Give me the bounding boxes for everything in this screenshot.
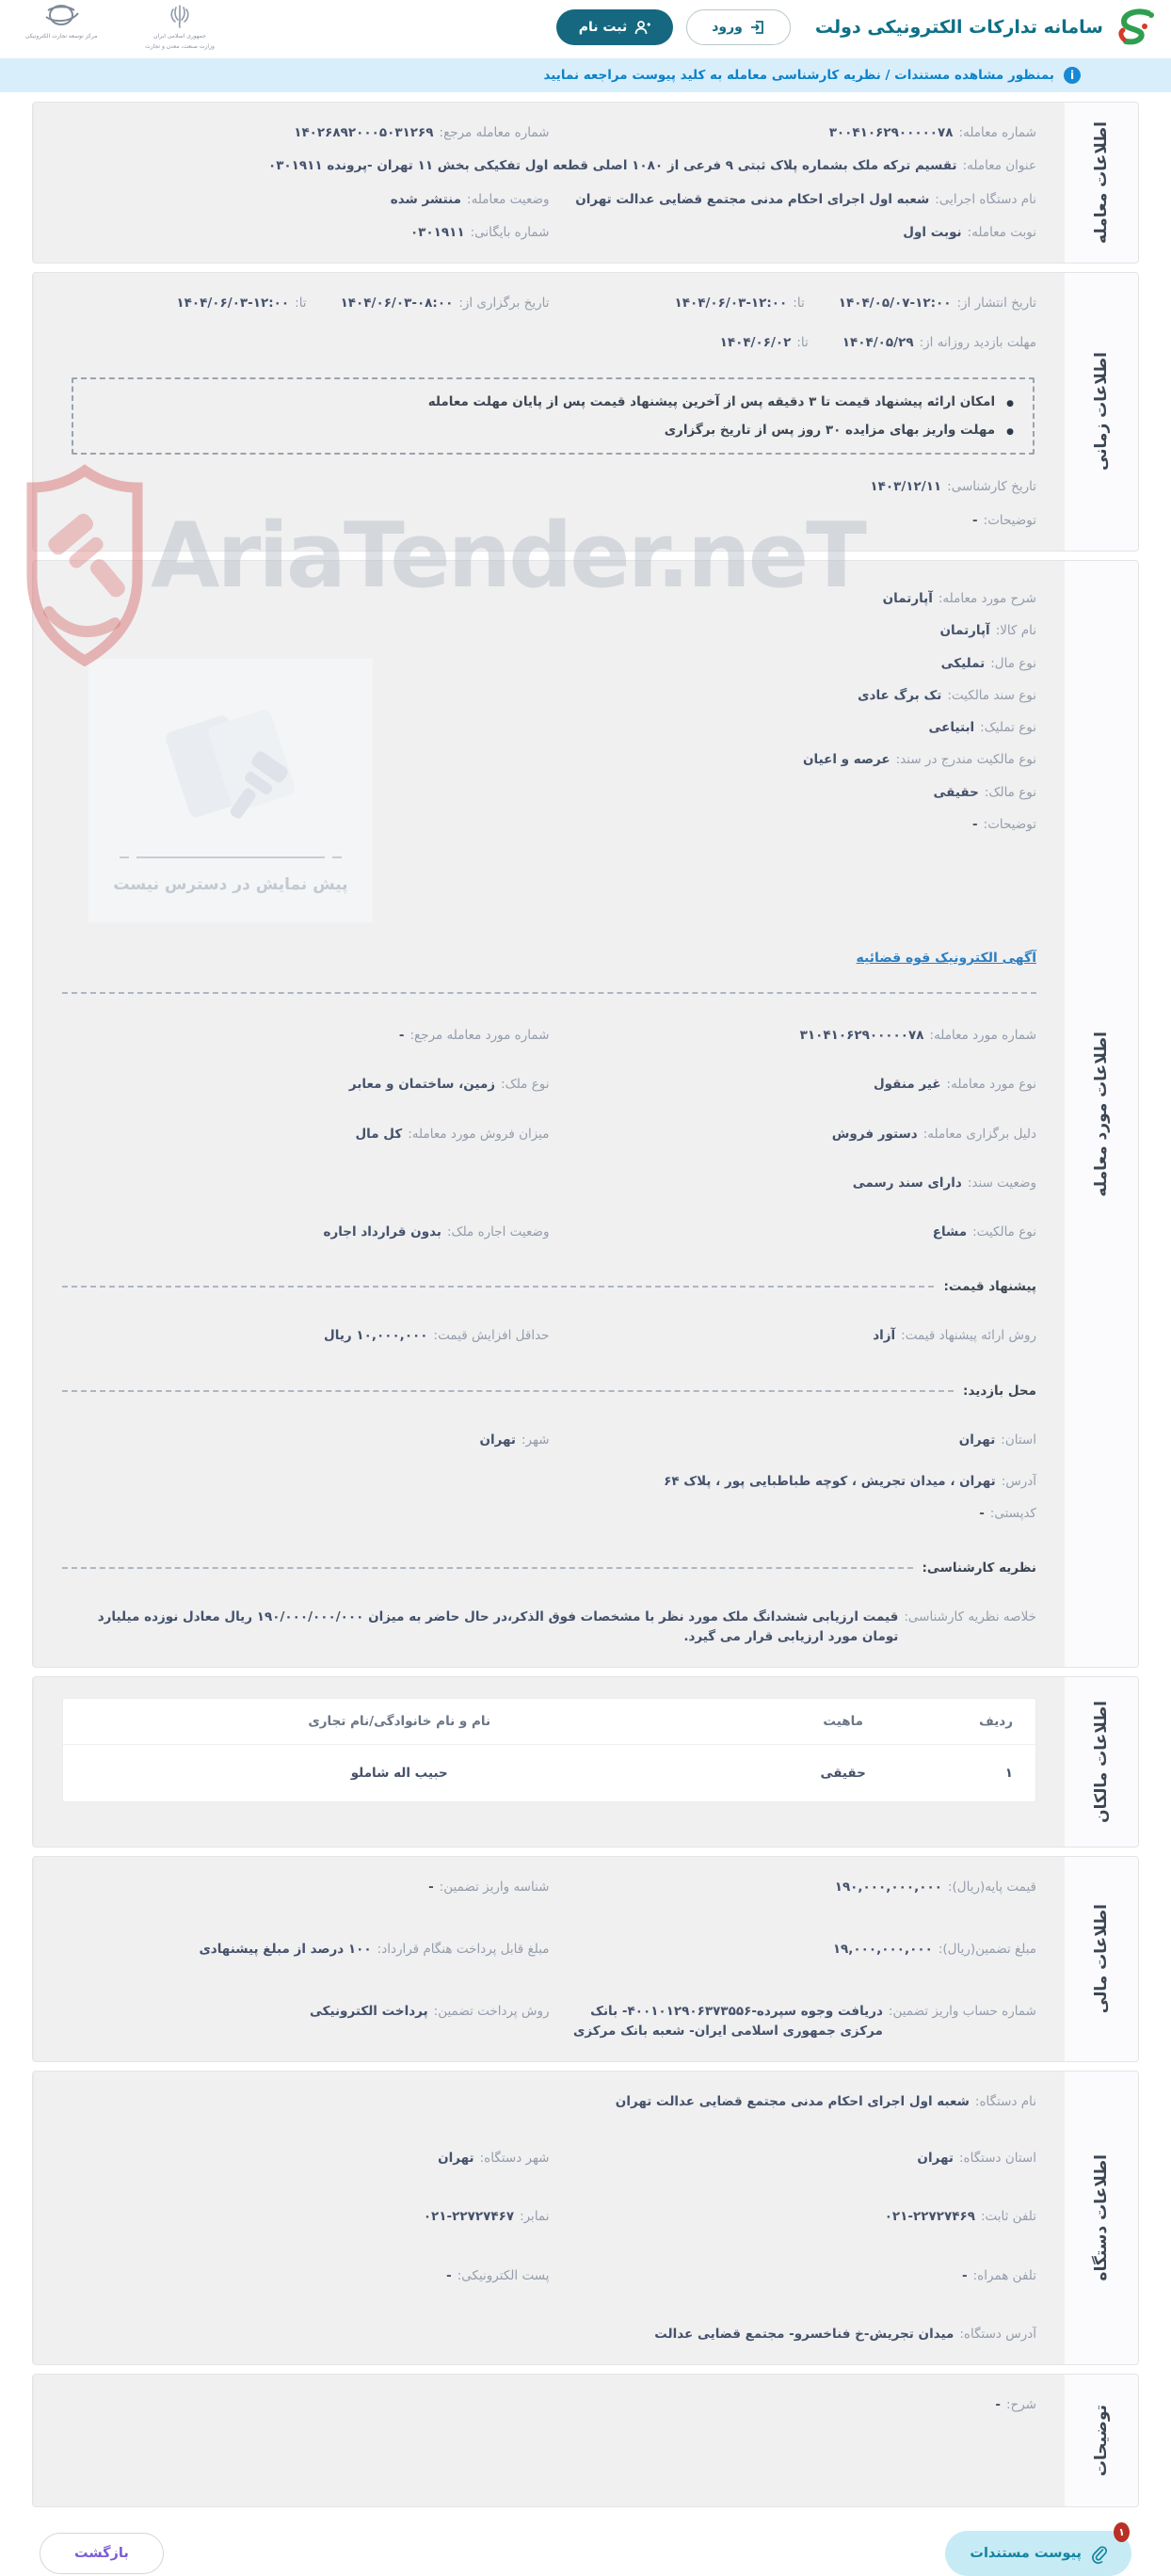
setad-logo-icon <box>1113 8 1156 47</box>
field-expertise-date: تاریخ کارشناسی: ۱۴۰۳/۱۲/۱۱ <box>870 478 1036 494</box>
field-item-ref-number: شماره مورد معامله مرجع: - <box>398 1028 550 1043</box>
field-visit-range: مهلت بازدید روزانه از: ۱۴۰۴/۰۵/۲۹ تا: ۱۴۰۴/۰۶/۰۲ <box>719 335 1036 351</box>
image-preview-placeholder <box>88 659 373 922</box>
field-item-notes: توضیحات: - <box>972 816 1036 832</box>
field-agency-province: استان دستگاه: تهران <box>917 2151 1036 2166</box>
login-label: ورود <box>712 20 743 35</box>
owner-name: حبیب اله شاملو <box>63 1744 735 1801</box>
attachments-count-badge: ۱ <box>1114 2522 1130 2542</box>
owners-header-row <box>63 1699 1035 1745</box>
field-rent-status: وضعیت اجاره ملک: بدون قرارداد اجاره <box>323 1224 550 1240</box>
owner-row-number: ۱ <box>951 1744 1035 1801</box>
field-item-kind: نوع مورد معامله: غیر منقول <box>873 1077 1036 1093</box>
field-ownership-type: نوع تملیک: ابتیاعی <box>928 720 1036 735</box>
attachments-label: پیوست مستندات <box>970 2546 1082 2561</box>
field-deed-ownership: نوع مالکیت مندرج در سند: عرصه و اعیان <box>803 752 1036 768</box>
field-item-number: شماره مورد معامله: ۳۱۰۴۱۰۶۲۹۰۰۰۰۰۷۸ <box>799 1028 1036 1043</box>
main-content <box>0 102 1171 2507</box>
owners-table <box>62 1698 1036 1802</box>
field-ownership-share: نوع مالکیت: مشاع <box>932 1224 1036 1240</box>
field-guarantee-method: روش پرداخت تضمین: پرداخت الکترونیکی <box>309 2004 550 2020</box>
field-deal-number: شماره معامله: ۳۰۰۴۱۰۶۲۹۰۰۰۰۰۷۸ <box>828 125 1036 140</box>
col-nature: ماهیت <box>823 1713 864 1729</box>
field-agency-address: آدرس دستگاه: میدان تجریش-خ فناخسرو- مجتمع قضایی عدالت <box>654 2326 1036 2342</box>
field-estate-kind: نوع ملک: زمین، ساختمان و معابر <box>348 1077 550 1093</box>
bullet-icon: ● <box>1006 398 1014 408</box>
government-logos <box>15 4 220 51</box>
iran-emblem-icon <box>168 4 192 30</box>
field-deed-type: نوع سند مالکیت: تک برگ عادی <box>858 687 1036 703</box>
notice-text: بمنظور مشاهده مستندات / نظریه کارشناسی معامله به کلید پیوست مراجعه نمایید <box>543 68 1054 83</box>
login-icon <box>750 20 765 35</box>
auction-notes-box <box>72 377 1035 455</box>
watermark-text: AriaTender.neT <box>151 504 864 608</box>
paperclip-icon <box>1091 2545 1107 2562</box>
field-agency-city: شهر دستگاه: تهران <box>438 2151 550 2166</box>
section-label-deal: اطلاعات معامله <box>1065 103 1138 263</box>
login-button[interactable] <box>686 9 791 45</box>
visit-place-divider: محل بازدید: <box>62 1384 1036 1399</box>
no-preview-icon <box>151 696 311 847</box>
col-row-number: ردیف <box>979 1713 1013 1729</box>
field-sale-portion: میزان فروش مورد معامله: کل مال <box>355 1126 550 1142</box>
empty-cell <box>62 1174 550 1192</box>
register-label: ثبت نام <box>578 20 628 35</box>
section-item-info <box>32 560 1139 1668</box>
section-time-info <box>32 272 1139 552</box>
note-payment-deadline: ● مهلت واریز بهای مزایده ۳۰ روز پس از تاریخ برگزاری <box>664 422 1014 438</box>
app-title: سامانه تدارکات الکترونیکی دولت <box>814 17 1103 38</box>
globe-icon <box>42 4 80 30</box>
attachments-button[interactable] <box>945 2526 1131 2576</box>
app-header <box>0 0 1171 55</box>
field-guarantee-account: شماره حساب واریز تضمین: دریافت وجوه سپرده-۴۰۰۱۰۱۲۹۰۶۳۷۳۵۵۶- بانک مرکزی جمهوری اسلامی ایران- شعبه بانک مرکزی <box>573 2004 1036 2039</box>
field-property-type: نوع مال: تملیکی <box>940 655 1036 671</box>
field-deed-status: وضعیت سند: دارای سند رسمی <box>852 1175 1036 1191</box>
brand <box>815 8 1156 47</box>
field-expert-summary: خلاصه نظریه کارشناسی: قیمت ارزیابی ششدانگ ملک مورد نظر با مشخصات فوق الذکر،در حال حاضر به میزان ۱۹۰/۰۰۰/۰۰۰/۰۰۰ ریال معادل نوزده میلیارد تومان مورد ارزیابی قرار می گیرد. <box>97 1609 1036 1644</box>
no-preview-text: پیش نمایش در دسترس نیست <box>113 875 348 894</box>
field-deposit-id: شناسه واریز تضمین: - <box>428 1879 550 1895</box>
field-item-description: شرح مورد معامله: آپارتمان <box>882 591 1036 606</box>
ministry-caption-line2: وزارت صنعت، معدن و تجارت <box>145 43 215 50</box>
field-description-text: شرح: - <box>995 2397 1036 2412</box>
bullet-icon: ● <box>1006 426 1014 437</box>
field-address: آدرس: تهران ، میدان تجریش ، کوچه طباطبایی پور ، پلاک ۶۴ <box>664 1473 1036 1489</box>
price-offer-divider: پیشنهاد قیمت: <box>62 1279 1036 1294</box>
field-owner-kind: نوع مالک: حقیقی <box>933 784 1036 800</box>
field-agency-mobile: تلفن همراه: - <box>962 2267 1036 2283</box>
field-publish-range: تاریخ انتشار از: ۱۴۰۴/۰۵/۰۷-۱۲:۰۰ تا: ۱۴۰۴/۰۶/۰۳-۱۲:۰۰ <box>674 296 1036 311</box>
field-agency-name: نام دستگاه: شعبه اول اجرای احکام مدنی مجتمع قضایی عدالت تهران <box>615 2093 1036 2109</box>
section-agency-info <box>32 2071 1139 2365</box>
section-label-financial: اطلاعات مالی <box>1065 1857 1138 2061</box>
field-auction-range: تاریخ برگزاری از: ۱۴۰۴/۰۶/۰۳-۰۸:۰۰ تا: ۱۴۰۴/۰۶/۰۳-۱۲:۰۰ <box>176 296 550 311</box>
owner-row <box>63 1744 1035 1801</box>
judiciary-notice-link[interactable]: آگهی الکترونیک قوه قضائیه <box>856 951 1036 966</box>
header-buttons <box>556 9 791 45</box>
expert-opinion-divider: نظریه کارشناسی: <box>62 1560 1036 1576</box>
info-icon: i <box>1064 67 1081 84</box>
field-agency-email: پست الکترونیکی: - <box>446 2267 550 2283</box>
col-owner-name: نام و نام خانوادگی/نام تجاری <box>308 1713 491 1729</box>
field-base-price: قیمت پایه(ریال): ۱۹۰,۰۰۰,۰۰۰,۰۰۰ <box>834 1879 1036 1895</box>
ministry-logo <box>139 4 220 51</box>
field-archive-number: شماره بایگانی: ۰۳۰۱۹۱۱ <box>409 224 550 240</box>
field-deal-title: عنوان معامله: تقسیم ترکه ملک بشماره پلاک ثبتی ۹ فرعی از ۱۰۸۰ اصلی قطعه اول تفکیکی بخش ۱۱ تهران -پرونده ۰۳۰۱۹۱۱ <box>267 158 1036 174</box>
field-postal-code: کدپستی: - <box>979 1506 1036 1521</box>
field-goods-name: نام کالا: آپارتمان <box>939 623 1036 639</box>
section-label-agency: اطلاعات دستگاه <box>1065 2072 1138 2364</box>
ecommerce-center-logo <box>21 4 102 40</box>
field-agency-fax: نمابر: ۰۲۱-۲۲۷۲۷۴۶۷ <box>423 2209 550 2225</box>
section-label-descriptions: توضیحات <box>1065 2375 1138 2506</box>
user-plus-icon <box>634 20 650 35</box>
field-executive-agency: نام دستگاه اجرایی: شعبه اول اجرای احکام مدنی مجتمع قضایی عدالت تهران <box>575 191 1036 207</box>
note-bid-extension: ● امکان ارائه پیشنهاد قیمت تا ۳ دقیقه پس از آخرین پیشنهاد قیمت پس از پایان مهلت معامله <box>427 393 1014 409</box>
field-city: شهر: تهران <box>479 1432 550 1448</box>
register-button[interactable] <box>556 9 673 45</box>
field-guarantee-amount: مبلغ تضمین(ریال): ۱۹,۰۰۰,۰۰۰,۰۰۰ <box>832 1942 1036 1957</box>
section-label-owners: اطلاعات مالکان <box>1065 1677 1138 1847</box>
field-contract-payment: مبلغ قابل پرداخت هنگام قرارداد: ۱۰۰ درصد از مبلغ پیشنهادی <box>199 1942 550 1957</box>
field-deal-ref-number: شماره معامله مرجع: ۱۴۰۲۶۸۹۲۰۰۰۵۰۳۱۲۶۹ <box>294 125 550 140</box>
field-auction-reason: دلیل برگزاری معامله: دستور فروش <box>831 1126 1036 1142</box>
notice-bar <box>0 58 1171 92</box>
field-time-notes: توضیحات: - <box>972 512 1036 528</box>
field-deal-status: وضعیت معامله: منتشر شده <box>390 191 550 207</box>
owner-nature: حقیقی <box>735 1744 951 1801</box>
dashed-divider <box>62 992 1036 994</box>
ecommerce-center-caption: مرکز توسعه تجارت الکترونیکی <box>24 33 98 40</box>
section-deal-info <box>32 102 1139 264</box>
field-offer-method: روش ارائه پیشنهاد قیمت: آزاد <box>873 1328 1036 1344</box>
section-label-item: اطلاعات مورد معامله <box>1065 561 1138 1667</box>
section-financial-info <box>32 1856 1139 2062</box>
field-province: استان: تهران <box>958 1432 1036 1448</box>
ministry-caption-line1: جمهوری اسلامی ایران <box>153 33 206 40</box>
placeholder-divider <box>120 856 342 858</box>
field-agency-phone: تلفن ثابت: ۰۲۱-۲۲۷۲۷۴۶۹ <box>884 2209 1036 2225</box>
back-button[interactable]: بازگشت <box>40 2533 164 2574</box>
footer-actions <box>0 2516 1171 2576</box>
section-owners-info <box>32 1676 1139 1848</box>
field-deal-round: نوبت معامله: نوبت اول <box>903 224 1036 240</box>
section-label-time: اطلاعات زمانی <box>1065 273 1138 551</box>
field-min-increase: حداقل افزایش قیمت: ۱۰,۰۰۰,۰۰۰ ریال <box>324 1328 550 1344</box>
section-descriptions <box>32 2374 1139 2507</box>
